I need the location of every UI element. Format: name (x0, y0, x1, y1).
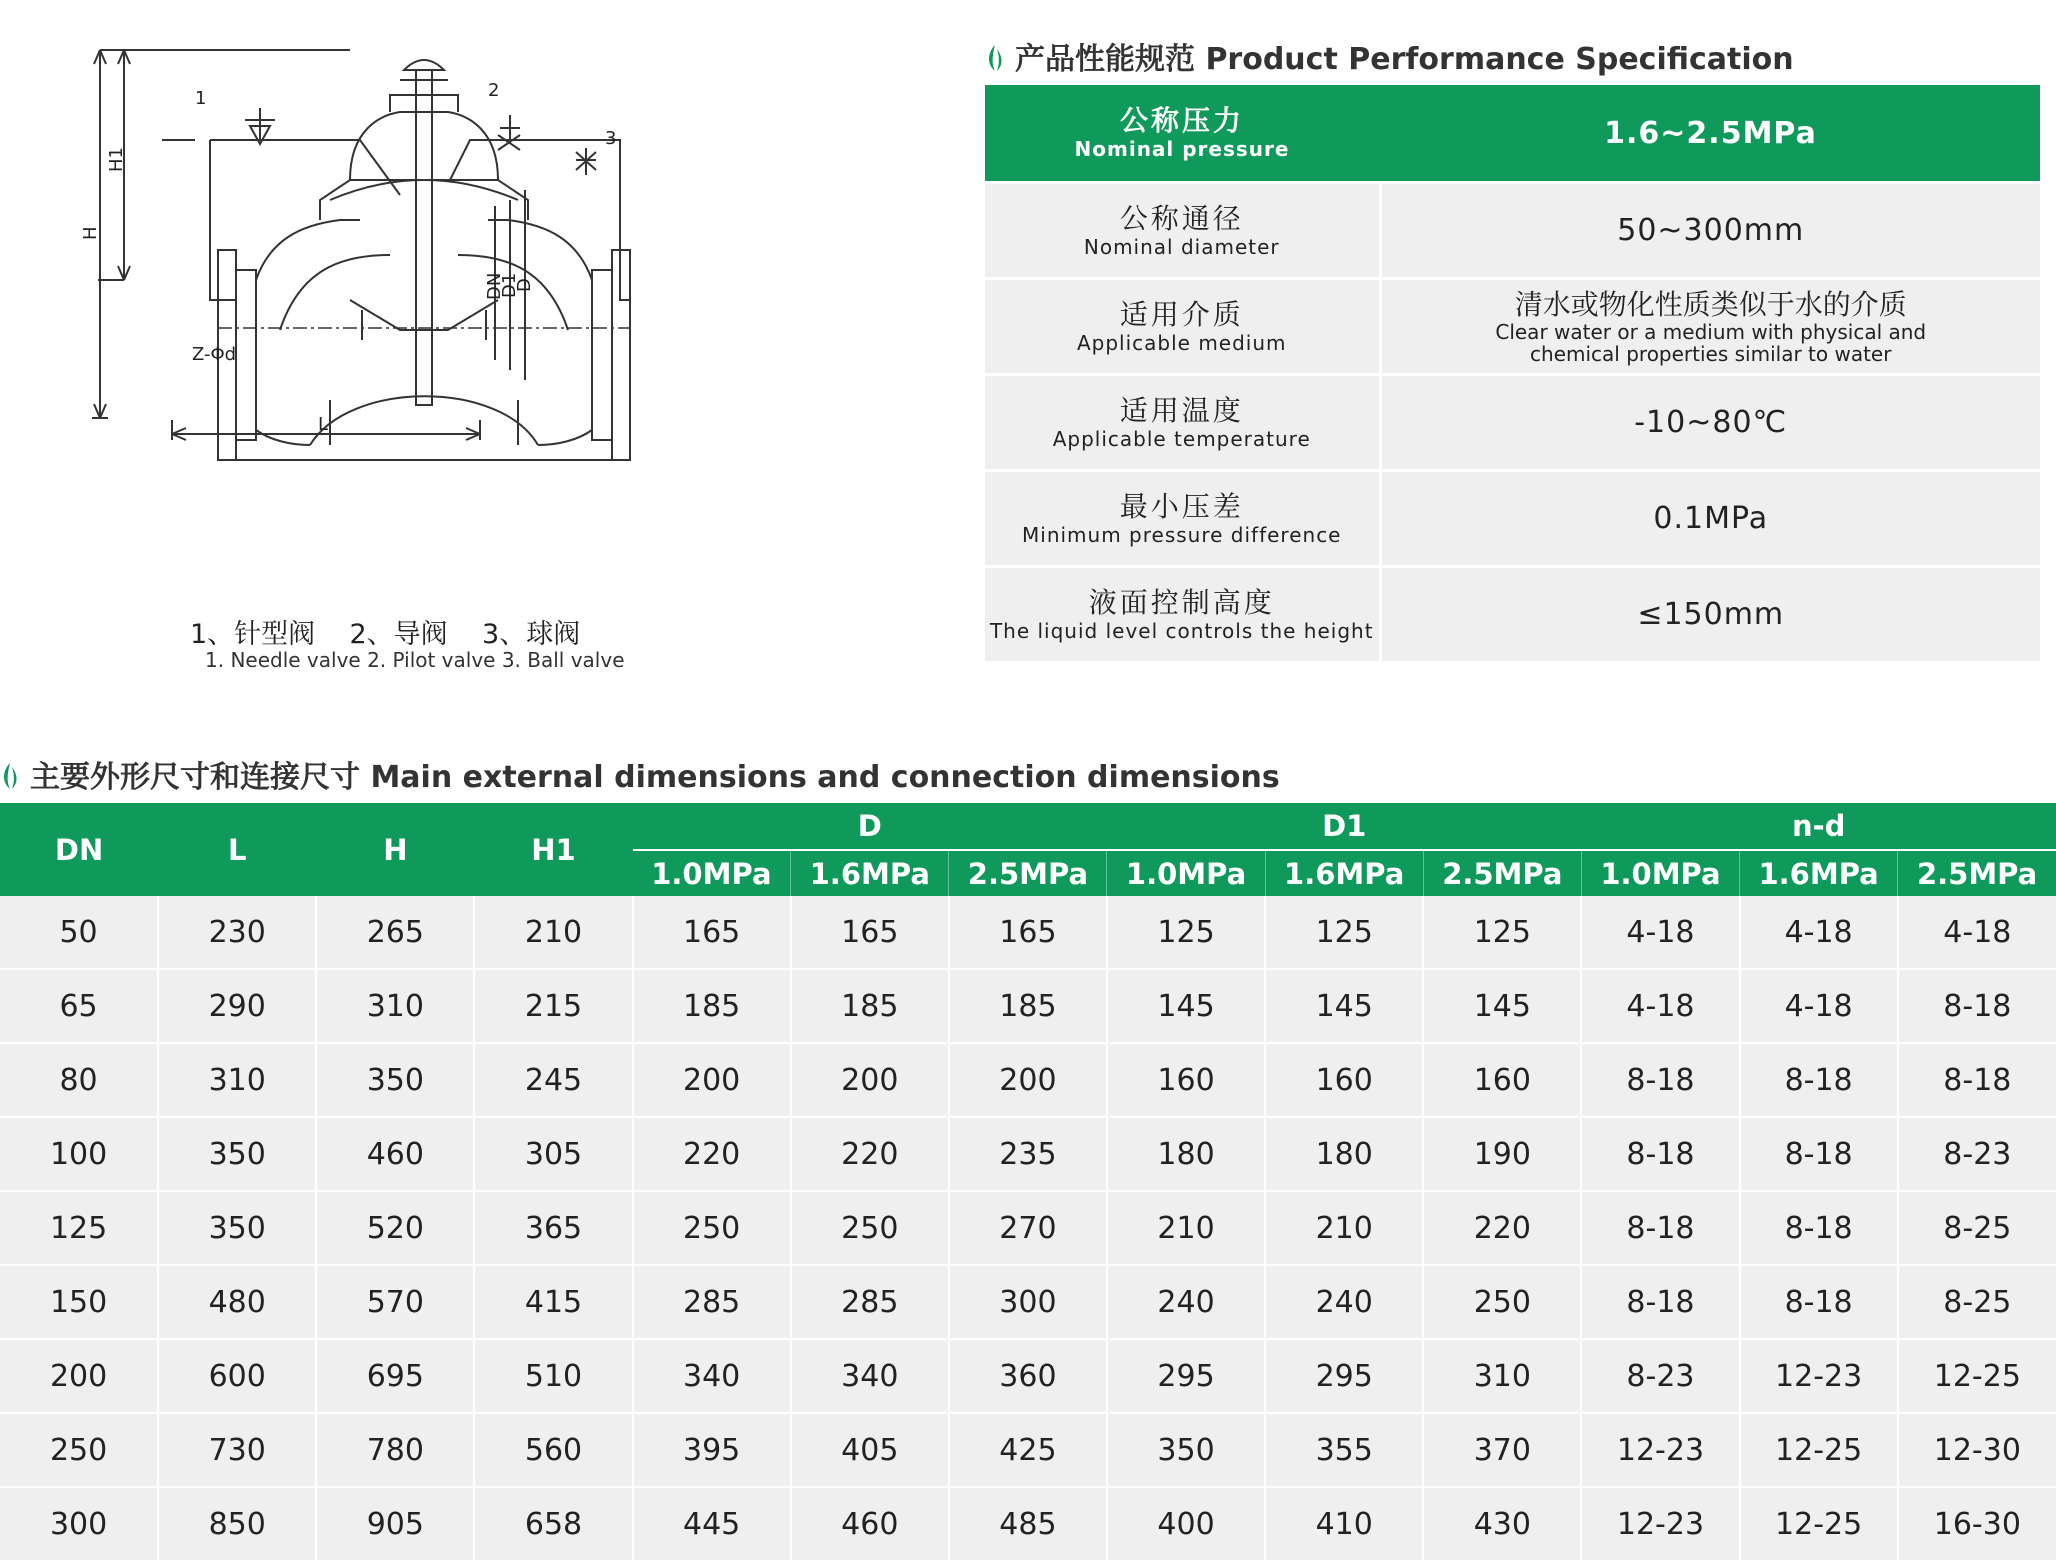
table-cell: 780 (316, 1413, 474, 1487)
label-h1: H1 (106, 147, 127, 172)
table-cell: 250 (633, 1191, 791, 1265)
performance-row (985, 279, 2040, 375)
table-cell: 145 (1423, 969, 1581, 1043)
table-cell: 165 (633, 896, 791, 969)
performance-title (985, 34, 1794, 78)
performance-value (1380, 471, 2040, 567)
leaf-icon (985, 43, 1005, 73)
table-cell: 125 (1423, 896, 1581, 969)
table-cell: 350 (1107, 1413, 1265, 1487)
table-cell: 235 (949, 1117, 1107, 1191)
dimensions-title-text: 主要外形尺寸和连接尺寸 Main external dimensions and connection dimensions (30, 760, 1280, 795)
label-1: 1 (195, 88, 207, 109)
table-cell: 300 (0, 1487, 158, 1560)
table-cell: 4-18 (1740, 896, 1898, 969)
table-cell: 210 (474, 896, 632, 969)
table-cell: 4-18 (1581, 969, 1739, 1043)
table-cell: 355 (1265, 1413, 1423, 1487)
label-cn: 公称压力 (1119, 104, 1244, 137)
table-cell: 8-18 (1740, 1043, 1898, 1117)
table-cell: 8-18 (1898, 969, 2056, 1043)
table-cell: 480 (158, 1265, 316, 1339)
label-en: Applicable medium (1076, 330, 1287, 355)
valve-diagram (80, 40, 740, 600)
table-cell: 100 (0, 1117, 158, 1191)
table-cell: 305 (474, 1117, 632, 1191)
dimensions-title (0, 752, 1280, 796)
table-row (0, 1265, 2056, 1339)
label-dn: DN (484, 272, 505, 300)
header-pressure: 2.5MPa (949, 850, 1107, 896)
performance-label (985, 471, 1380, 567)
table-cell: 485 (949, 1487, 1107, 1560)
table-cell: 265 (316, 896, 474, 969)
table-cell: 185 (791, 969, 949, 1043)
table-cell: 350 (158, 1117, 316, 1191)
table-cell: 295 (1107, 1339, 1265, 1413)
table-cell: 8-18 (1581, 1265, 1739, 1339)
table-cell: 160 (1423, 1043, 1581, 1117)
table-cell: 360 (949, 1339, 1107, 1413)
performance-row (985, 375, 2040, 471)
label-en: Nominal diameter (1083, 234, 1280, 259)
performance-row (985, 471, 2040, 567)
table-cell: 165 (791, 896, 949, 969)
performance-value (1380, 375, 2040, 471)
label-l: L (318, 414, 329, 435)
table-cell: 200 (949, 1043, 1107, 1117)
table-cell: 250 (791, 1191, 949, 1265)
performance-row (985, 183, 2040, 279)
table-cell: 220 (1423, 1191, 1581, 1265)
table-cell: 8-23 (1581, 1339, 1739, 1413)
table-cell: 425 (949, 1413, 1107, 1487)
table-cell: 8-18 (1581, 1043, 1739, 1117)
diagram-caption-cn: 1、针型阀 2、导阀 3、球阀 (190, 619, 581, 650)
label-cn: 适用温度 (1119, 393, 1244, 427)
label-z-phi-d: Z-Φd (192, 344, 237, 365)
header-l: L (158, 803, 316, 896)
table-cell: 695 (316, 1339, 474, 1413)
dimensions-table (0, 803, 2056, 1560)
table-cell: 160 (1107, 1043, 1265, 1117)
table-cell: 12-30 (1898, 1413, 2056, 1487)
value-en: Clear water or a medium with physical and chemical properties similar to water (1495, 319, 1927, 366)
table-row (0, 1487, 2056, 1560)
header-d1: D1 (1107, 803, 1581, 850)
header-h: H (316, 803, 474, 896)
table-cell: 165 (949, 896, 1107, 969)
table-cell: 180 (1107, 1117, 1265, 1191)
label-en: Minimum pressure difference (1022, 522, 1342, 547)
label-d: D (514, 278, 535, 292)
header-pressure: 2.5MPa (1898, 850, 2056, 896)
table-cell: 125 (0, 1191, 158, 1265)
table-cell: 8-23 (1898, 1117, 2056, 1191)
table-cell: 8-25 (1898, 1191, 2056, 1265)
table-row (0, 1413, 2056, 1487)
table-cell: 570 (316, 1265, 474, 1339)
label-cn: 液面控制高度 (1088, 585, 1275, 619)
table-cell: 8-25 (1898, 1265, 2056, 1339)
performance-header-label (985, 85, 1380, 183)
table-cell: 4-18 (1740, 969, 1898, 1043)
table-cell: 310 (316, 969, 474, 1043)
table-cell: 8-18 (1898, 1043, 2056, 1117)
table-row (0, 1043, 2056, 1117)
table-cell: 125 (1265, 896, 1423, 969)
table-cell: 350 (316, 1043, 474, 1117)
table-cell: 240 (1107, 1265, 1265, 1339)
table-cell: 250 (0, 1413, 158, 1487)
performance-header-row (985, 85, 2040, 183)
table-cell: 230 (158, 896, 316, 969)
table-cell: 905 (316, 1487, 474, 1560)
table-cell: 185 (949, 969, 1107, 1043)
table-cell: 410 (1265, 1487, 1423, 1560)
table-cell: 600 (158, 1339, 316, 1413)
table-cell: 150 (0, 1265, 158, 1339)
table-cell: 220 (791, 1117, 949, 1191)
value-text: 0.1MPa (1653, 501, 1769, 536)
table-cell: 285 (633, 1265, 791, 1339)
table-cell: 180 (1265, 1117, 1423, 1191)
value-cn: 清水或物化性质类似于水的介质 (1514, 287, 1907, 321)
table-cell: 16-30 (1898, 1487, 2056, 1560)
performance-value (1380, 567, 2040, 662)
label-h: H (80, 226, 101, 240)
table-cell: 560 (474, 1413, 632, 1487)
table-cell: 8-18 (1740, 1265, 1898, 1339)
value-text: ≤150mm (1637, 597, 1785, 632)
header-pressure: 1.0MPa (1107, 850, 1265, 896)
dimensions-header-row (0, 803, 2056, 850)
table-cell: 12-25 (1898, 1339, 2056, 1413)
table-cell: 12-25 (1740, 1413, 1898, 1487)
table-cell: 215 (474, 969, 632, 1043)
table-cell: 730 (158, 1413, 316, 1487)
header-pressure: 1.0MPa (1581, 850, 1739, 896)
label-cn: 适用介质 (1119, 297, 1244, 331)
table-cell: 295 (1265, 1339, 1423, 1413)
table-cell: 340 (633, 1339, 791, 1413)
table-row (0, 969, 2056, 1043)
label-d1: D1 (499, 272, 520, 298)
table-cell: 160 (1265, 1043, 1423, 1117)
table-cell: 200 (791, 1043, 949, 1117)
table-cell: 12-23 (1581, 1413, 1739, 1487)
performance-table (985, 85, 2040, 661)
header-pressure: 1.6MPa (1740, 850, 1898, 896)
table-cell: 395 (633, 1413, 791, 1487)
table-cell: 340 (791, 1339, 949, 1413)
performance-label (985, 567, 1380, 662)
value-text: 50~300mm (1617, 213, 1805, 248)
table-cell: 185 (633, 969, 791, 1043)
table-cell: 365 (474, 1191, 632, 1265)
table-cell: 850 (158, 1487, 316, 1560)
value-text: -10~80℃ (1634, 405, 1788, 440)
table-row (0, 1339, 2056, 1413)
performance-header-value (1380, 85, 2040, 183)
table-cell: 520 (316, 1191, 474, 1265)
table-cell: 310 (1423, 1339, 1581, 1413)
performance-row (985, 567, 2040, 662)
label-3: 3 (605, 128, 617, 149)
table-cell: 12-23 (1581, 1487, 1739, 1560)
label-en: The liquid level controls the height (989, 618, 1374, 643)
dimensions-body (0, 896, 2056, 1560)
table-cell: 400 (1107, 1487, 1265, 1560)
header-pressure: 1.6MPa (1265, 850, 1423, 896)
table-cell: 190 (1423, 1117, 1581, 1191)
table-cell: 445 (633, 1487, 791, 1560)
table-cell: 405 (791, 1413, 949, 1487)
table-row (0, 1117, 2056, 1191)
table-cell: 210 (1265, 1191, 1423, 1265)
table-cell: 240 (1265, 1265, 1423, 1339)
table-cell: 310 (158, 1043, 316, 1117)
table-cell: 12-25 (1740, 1487, 1898, 1560)
table-cell: 200 (633, 1043, 791, 1117)
table-cell: 460 (791, 1487, 949, 1560)
label-cn: 公称通径 (1119, 201, 1244, 235)
performance-label (985, 375, 1380, 471)
table-cell: 145 (1107, 969, 1265, 1043)
performance-value (1380, 279, 2040, 375)
diagram-caption-en: 1. Needle valve 2. Pilot valve 3. Ball valve (205, 648, 625, 672)
table-cell: 4-18 (1898, 896, 2056, 969)
performance-label (985, 183, 1380, 279)
header-h1: H1 (474, 803, 632, 896)
table-row (0, 1191, 2056, 1265)
table-cell: 250 (1423, 1265, 1581, 1339)
table-cell: 460 (316, 1117, 474, 1191)
header-pressure: 2.5MPa (1423, 850, 1581, 896)
table-cell: 50 (0, 896, 158, 969)
label-2: 2 (488, 80, 500, 101)
label-cn: 最小压差 (1119, 489, 1244, 523)
table-cell: 210 (1107, 1191, 1265, 1265)
table-cell: 8-18 (1581, 1117, 1739, 1191)
leaf-icon (0, 761, 20, 791)
value-text: 1.6~2.5MPa (1604, 115, 1817, 151)
table-cell: 300 (949, 1265, 1107, 1339)
table-cell: 8-18 (1740, 1117, 1898, 1191)
table-cell: 125 (1107, 896, 1265, 969)
table-cell: 510 (474, 1339, 632, 1413)
table-cell: 658 (474, 1487, 632, 1560)
header-n-d: n-d (1581, 803, 2056, 850)
table-cell: 285 (791, 1265, 949, 1339)
label-en: Nominal pressure (1074, 137, 1290, 161)
table-row (0, 896, 2056, 969)
performance-label (985, 279, 1380, 375)
label-en: Applicable temperature (1052, 426, 1311, 451)
table-cell: 4-18 (1581, 896, 1739, 969)
table-cell: 220 (633, 1117, 791, 1191)
table-cell: 415 (474, 1265, 632, 1339)
header-pressure: 1.6MPa (791, 850, 949, 896)
table-cell: 290 (158, 969, 316, 1043)
header-pressure: 1.0MPa (633, 850, 791, 896)
table-cell: 12-23 (1740, 1339, 1898, 1413)
header-dn: DN (0, 803, 158, 896)
table-cell: 430 (1423, 1487, 1581, 1560)
table-cell: 350 (158, 1191, 316, 1265)
table-cell: 8-18 (1740, 1191, 1898, 1265)
header-d: D (633, 803, 1107, 850)
performance-value (1380, 183, 2040, 279)
table-cell: 8-18 (1581, 1191, 1739, 1265)
table-cell: 80 (0, 1043, 158, 1117)
performance-title-text: 产品性能规范 Product Performance Specification (1015, 42, 1794, 77)
table-cell: 270 (949, 1191, 1107, 1265)
table-cell: 145 (1265, 969, 1423, 1043)
table-cell: 200 (0, 1339, 158, 1413)
table-cell: 245 (474, 1043, 632, 1117)
table-cell: 370 (1423, 1413, 1581, 1487)
table-cell: 65 (0, 969, 158, 1043)
